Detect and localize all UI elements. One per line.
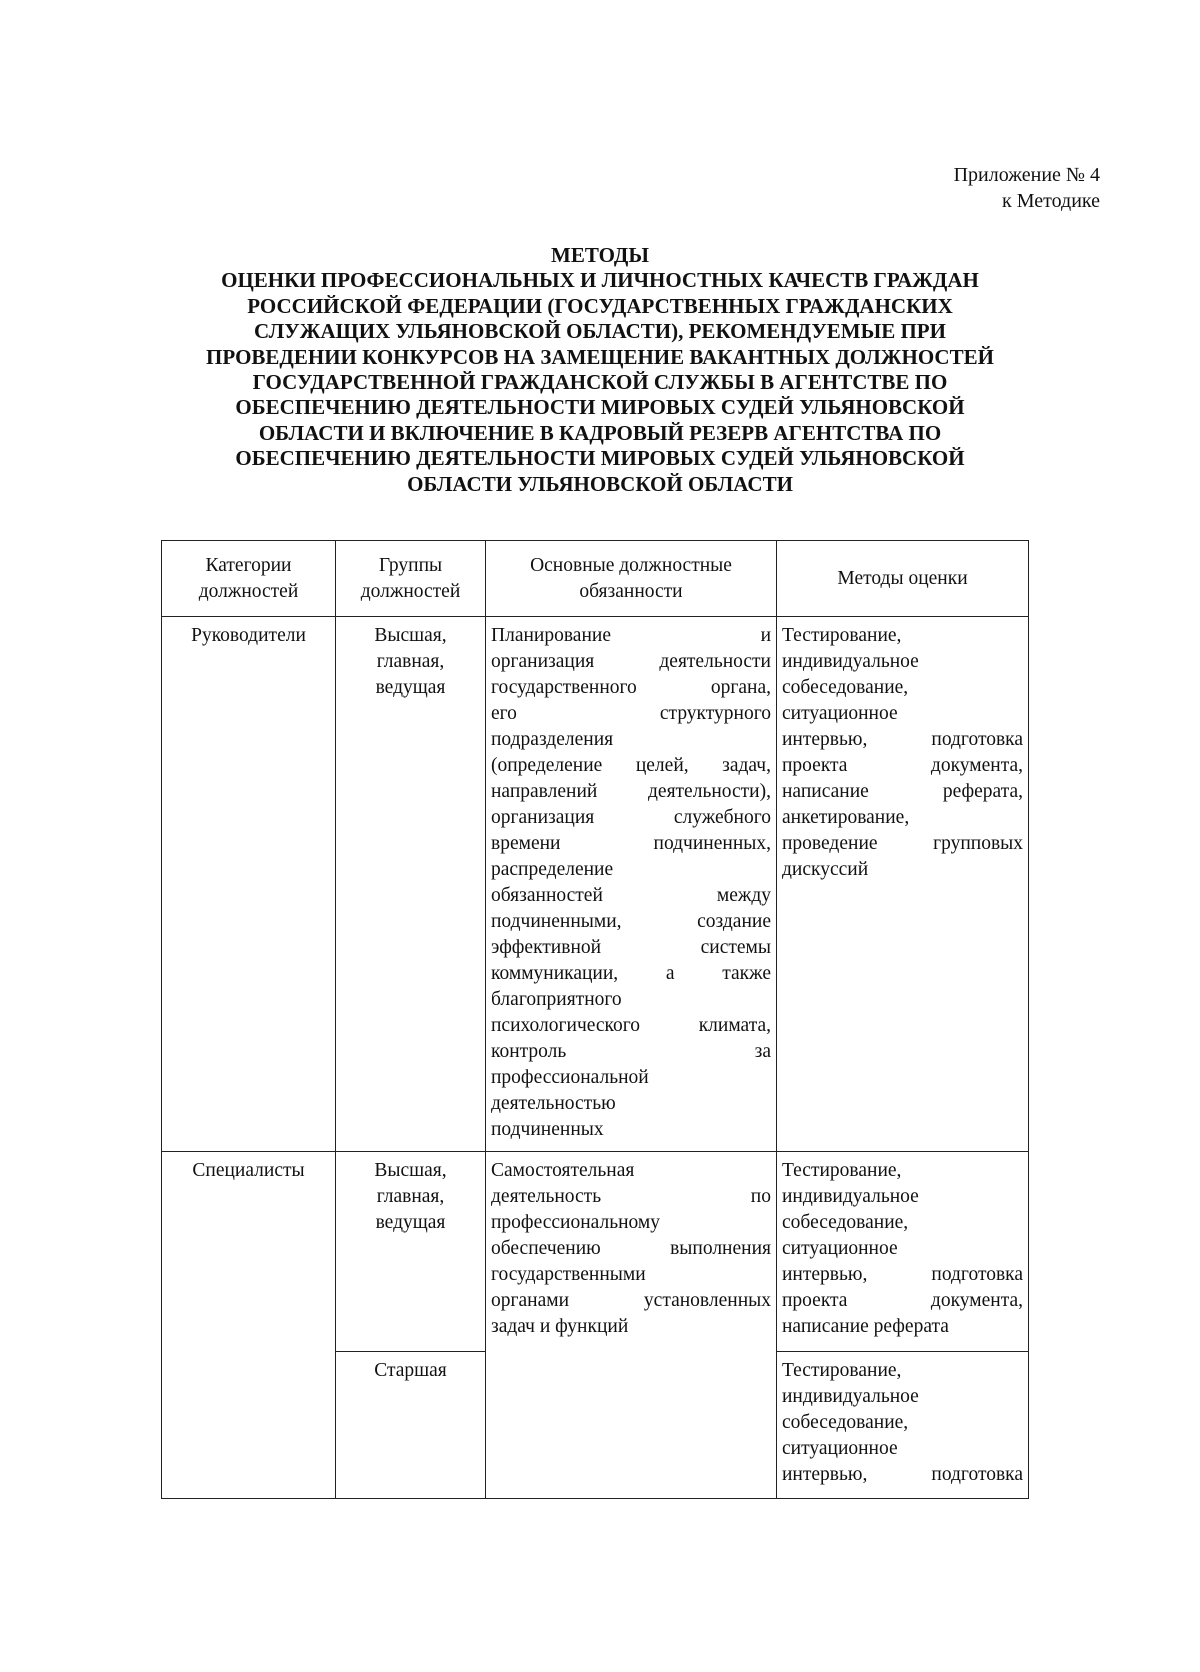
group-line: Старшая (374, 1360, 447, 1381)
header-categories-line: Категории (205, 554, 292, 576)
table-row-managers (162, 617, 1029, 1152)
title-line: ПРОВЕДЕНИИ КОНКУРСОВ НА ЗАМЕЩЕНИЕ ВАКАНТНЫХ ДОЛЖНОСТЕЙ (206, 344, 994, 369)
method-line: интервью, подготовка (782, 1464, 1023, 1485)
title-line: ОБЛАСТИ УЛЬЯНОВСКОЙ ОБЛАСТИ (407, 471, 793, 496)
duty-line: деятельность по (491, 1186, 771, 1207)
method-line: интервью, подготовка (782, 729, 1023, 750)
title-line: МЕТОДЫ (551, 243, 649, 267)
duty-line: обеспечению выполнения (491, 1238, 771, 1259)
duty-line: Планирование и (491, 625, 771, 646)
duty-line: благоприятного (491, 989, 622, 1010)
document-title (150, 243, 1050, 497)
title-line: РОССИЙСКОЙ ФЕДЕРАЦИИ (ГОСУДАРСТВЕННЫХ ГРАЖДАНСКИХ (247, 293, 953, 318)
duty-line: органами установленных (491, 1290, 771, 1311)
appendix-reference (954, 162, 1100, 214)
duty-line: подчиненных (491, 1119, 604, 1140)
table-row-specialists (162, 1152, 1029, 1352)
header-duties (486, 541, 777, 617)
cell-methods-specialists-senior (777, 1352, 1029, 1499)
appendix-target: к Методике (1002, 190, 1100, 212)
method-line: проекта документа, (782, 755, 1023, 776)
method-line: Тестирование, (782, 625, 902, 646)
category-label: Специалисты (192, 1160, 305, 1181)
group-line: главная, (376, 651, 445, 672)
header-groups (336, 541, 486, 617)
method-line: проекта документа, (782, 1290, 1023, 1311)
header-duties-line: обязанности (579, 580, 683, 602)
cell-duties-managers (486, 617, 777, 1152)
method-line: написание реферата, (782, 781, 1023, 802)
title-line: ОБЕСПЕЧЕНИЮ ДЕЯТЕЛЬНОСТИ МИРОВЫХ СУДЕЙ УЛЬЯНОВСКОЙ (235, 395, 965, 420)
method-line: индивидуальное (782, 1186, 919, 1207)
method-line: анкетирование, (782, 807, 910, 828)
cell-groups-specialists (336, 1152, 486, 1352)
cell-groups-specialists-senior (336, 1352, 486, 1499)
method-line: Тестирование, (782, 1160, 902, 1181)
appendix-number: Приложение № 4 (953, 164, 1100, 186)
duty-line: направлений деятельности), (491, 781, 771, 802)
header-duties-line: Основные должностные (530, 554, 732, 576)
title-line: ОБЕСПЕЧЕНИЮ ДЕЯТЕЛЬНОСТИ МИРОВЫХ СУДЕЙ УЛЬЯНОВСКОЙ (235, 446, 965, 471)
method-line: ситуационное (782, 1438, 898, 1459)
cell-methods-specialists (777, 1152, 1029, 1352)
duty-line: подразделения (491, 729, 614, 750)
cell-category-specialists (162, 1152, 336, 1499)
header-methods: Методы оценки (777, 541, 1029, 617)
group-line: ведущая (375, 677, 446, 698)
duty-line: государственного органа, (491, 677, 771, 698)
header-categories-line: должностей (198, 580, 299, 602)
cell-duties-specialists (486, 1152, 777, 1499)
duty-line: распределение (491, 859, 614, 880)
table-header-row (162, 541, 1029, 617)
duty-line: Самостоятельная (491, 1160, 635, 1181)
duty-line: подчиненными, создание (491, 911, 771, 932)
title-line: ОБЛАСТИ И ВКЛЮЧЕНИЕ В КАДРОВЫЙ РЕЗЕРВ АГЕНТСТВА ПО (258, 420, 942, 445)
method-line: собеседование, (782, 1212, 909, 1233)
duty-line: деятельностью (491, 1093, 616, 1114)
header-categories (162, 541, 336, 617)
duty-line: организация деятельности (491, 651, 771, 672)
duty-line: коммуникации, а также (491, 963, 771, 984)
method-line: дискуссий (782, 859, 869, 880)
duty-line: обязанностей между (491, 885, 771, 906)
method-line: индивидуальное (782, 651, 919, 672)
cell-methods-managers (777, 617, 1029, 1152)
cell-groups-managers (336, 617, 486, 1152)
duty-line: контроль за (491, 1041, 771, 1062)
duty-line: его структурного (491, 703, 771, 724)
duty-line: государственными (491, 1264, 646, 1285)
duty-line: профессиональной (491, 1067, 649, 1088)
duty-line: профессиональному (491, 1212, 660, 1233)
cell-category-managers (162, 617, 336, 1152)
method-line: собеседование, (782, 677, 909, 698)
title-line: ОЦЕНКИ ПРОФЕССИОНАЛЬНЫХ И ЛИЧНОСТНЫХ КАЧЕСТВ ГРАЖДАН (221, 268, 979, 293)
duty-line: времени подчиненных, (491, 833, 771, 854)
group-line: ведущая (375, 1212, 446, 1233)
title-line: ГОСУДАРСТВЕННОЙ ГРАЖДАНСКОЙ СЛУЖБЫ В АГЕНТСТВЕ ПО (252, 370, 948, 395)
header-groups-line: Группы (378, 554, 443, 576)
category-label: Руководители (191, 625, 306, 646)
header-groups-line: должностей (360, 580, 461, 602)
duty-line: организация служебного (491, 807, 771, 828)
group-line: Высшая, (374, 625, 447, 646)
method-line: интервью, подготовка (782, 1264, 1023, 1285)
methods-table (161, 540, 1029, 1499)
group-line: главная, (376, 1186, 445, 1207)
duty-line: психологического климата, (491, 1015, 771, 1036)
method-line: ситуационное (782, 703, 898, 724)
duty-line: (определение целей, задач, (491, 755, 771, 776)
method-line: написание реферата (782, 1316, 949, 1337)
method-line: ситуационное (782, 1238, 898, 1259)
method-line: индивидуальное (782, 1386, 919, 1407)
duty-line: эффективной системы (491, 937, 771, 958)
duty-line: задач и функций (491, 1316, 629, 1337)
method-line: проведение групповых (782, 833, 1023, 854)
title-line: СЛУЖАЩИХ УЛЬЯНОВСКОЙ ОБЛАСТИ), РЕКОМЕНДУЕМЫЕ ПРИ (254, 319, 946, 344)
group-line: Высшая, (374, 1160, 447, 1181)
method-line: собеседование, (782, 1412, 909, 1433)
method-line: Тестирование, (782, 1360, 902, 1381)
